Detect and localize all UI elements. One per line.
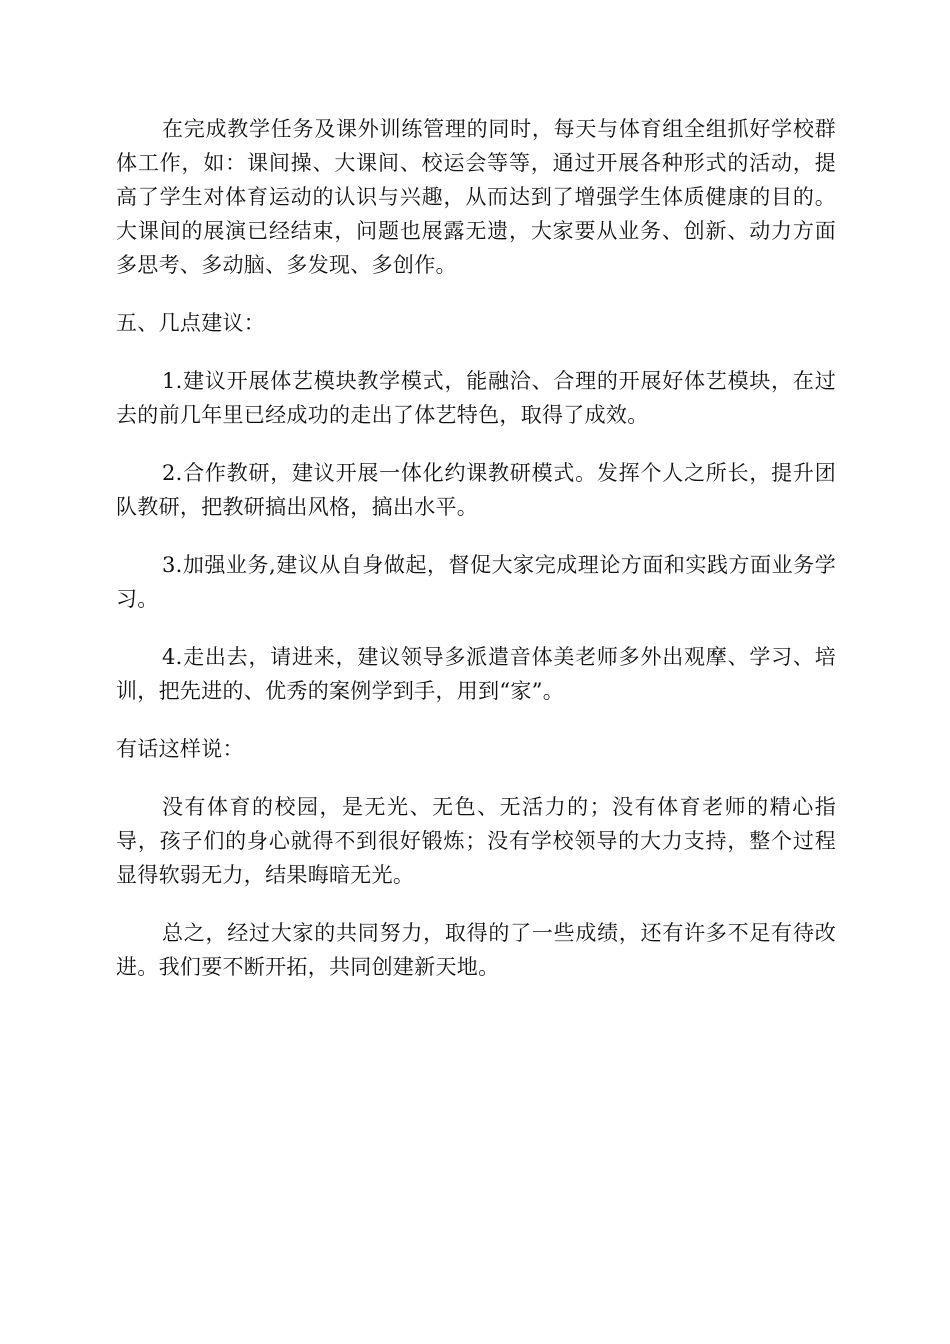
- paragraph-conclusion: 总之，经过大家的共同努力，取得的了一些成绩，还有许多不足有待改进。我们要不断开拓，共同创建新天地。: [116, 921, 836, 979]
- section-heading-sayings: 有话这样说：: [116, 737, 244, 761]
- paragraph-sayings: 没有体育的校园，是无光、无色、无活力的；没有体育老师的精心指导，孩子们的身心就得不到很好锻炼；没有学校领导的大力支持，整个过程显得软弱无力，结果晦暗无光。: [116, 795, 836, 887]
- paragraph-group-activities: 在完成教学任务及课外训练管理的同时，每天与体育组全组抓好学校群体工作，如：课间操、大课间、校运会等等，通过开展各种形式的活动，提高了学生对体育运动的认识与兴趣，从而达到了增强学生体质健康的目的。大课间的展演已经结束，问题也展露无遗，大家要从业务、创新、动力方面多思考、多动脑、多发现、多创作。: [116, 117, 836, 277]
- suggestion-item-3: 3.加强业务,建议从自身做起，督促大家完成理论方面和实践方面业务学习。: [116, 553, 836, 611]
- document-page: [116, 112, 836, 1008]
- suggestion-item-1: 1.建议开展体艺模块教学模式，能融洽、合理的开展好体艺模块，在过去的前几年里已经成功的走出了体艺特色，取得了成效。: [116, 369, 836, 427]
- suggestion-item-4: 4.走出去，请进来，建议领导多派遣音体美老师多外出观摩、学习、培训，把先进的、优秀的案例学到手，用到“家”。: [116, 645, 836, 703]
- section-heading-suggestions: 五、几点建议：: [116, 311, 266, 335]
- suggestion-item-2: 2.合作教研，建议开展一体化约课教研模式。发挥个人之所长，提升团队教研，把教研搞出风格，搞出水平。: [116, 461, 836, 519]
